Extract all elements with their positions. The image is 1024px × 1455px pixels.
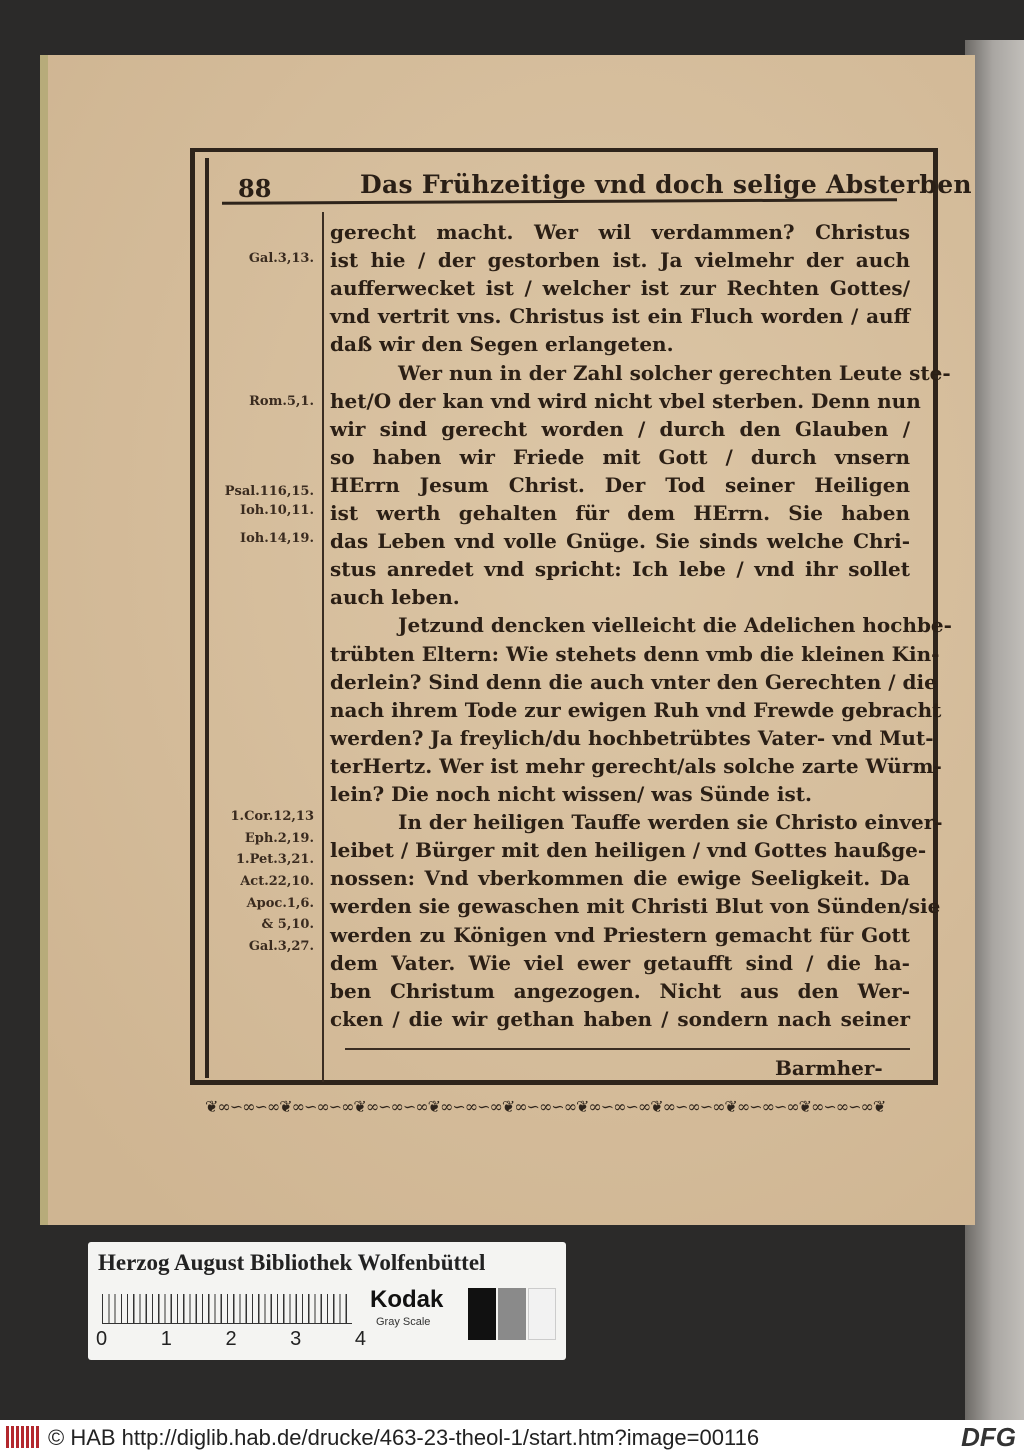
ruler-number: 4 xyxy=(354,1328,366,1350)
margin-note: Ioh.10,11. xyxy=(240,503,314,518)
margin-note: Gal.3,13. xyxy=(248,251,314,266)
text-line: werden? Ja freylich/du hochbetrübtes Vater- vnd Mut- xyxy=(330,725,934,750)
text-line: so haben wir Friede mit Gott / durch vnsern xyxy=(330,444,910,469)
text-line: cken / die wir gethan haben / sondern nach seiner xyxy=(330,1006,910,1031)
text-line: ist hie / der gestorben ist. Ja vielmehr der auch xyxy=(330,248,910,273)
running-head: Das Frühzeitige vnd doch selige Absterben xyxy=(360,170,972,199)
kodak-logo: Kodak xyxy=(370,1286,444,1313)
text-line: aufferwecket ist / welcher ist zur Rechten Gottes/ xyxy=(330,276,910,301)
hab-logo-icon xyxy=(6,1426,40,1448)
footer-bar xyxy=(0,1420,1024,1455)
margin-note: & 5,10. xyxy=(261,917,314,932)
gray-scale-label: Gray Scale xyxy=(376,1316,431,1328)
credit-link[interactable]: © HAB http://diglib.hab.de/drucke/463-23-theol-1/start.htm?image=00116 xyxy=(48,1424,760,1450)
catchword: Barmher- xyxy=(775,1056,883,1080)
text-line: ist werth gehalten für dem HErrn. Sie haben xyxy=(330,501,910,525)
footer-rule xyxy=(345,1048,910,1050)
ruler-numbers xyxy=(96,1328,366,1351)
color-calibration-card xyxy=(88,1242,566,1360)
text-line: gerecht macht. Wer wil verdammen? Christus xyxy=(330,220,910,244)
ruler-number: 0 xyxy=(96,1328,108,1350)
text-line: stus anredet vnd spricht: Ich lebe / vnd ihr sollet xyxy=(330,557,910,582)
margin-note: 1.Pet.3,21. xyxy=(236,852,314,867)
ruler-number: 1 xyxy=(160,1328,172,1350)
gray-patch-white xyxy=(528,1288,556,1340)
text-line: werden sie gewaschen mit Christi Blut von Sünden/sie xyxy=(330,894,941,919)
ruler-number: 3 xyxy=(290,1328,302,1350)
page-number: 88 xyxy=(238,174,272,203)
margin-note: Eph.2,19. xyxy=(244,831,314,846)
text-line: het/O der kan vnd wird nicht vbel sterben. Denn nun xyxy=(330,388,921,413)
margin-column-rule xyxy=(322,212,324,1082)
frame-inner-rule xyxy=(205,158,209,1078)
text-line: vnd vertrit vns. Christus ist ein Fluch worden / auff xyxy=(330,304,910,329)
margin-note: Act.22,10. xyxy=(240,874,314,889)
margin-note: Psal.116,15. xyxy=(224,484,314,499)
text-line: auch leben. xyxy=(330,585,460,610)
margin-note: Apoc.1,6. xyxy=(246,896,314,911)
library-name: Herzog August Bibliothek Wolfenbüttel xyxy=(98,1250,486,1275)
text-line: Jetzund dencken vielleicht die Adelichen hochbe- xyxy=(398,613,952,638)
ruler-number: 2 xyxy=(225,1328,237,1350)
margin-note: Ioh.14,19. xyxy=(240,531,314,546)
text-line: nossen: Vnd vberkommen die ewige Seeligkeit. Da xyxy=(330,866,910,891)
text-line: werden zu Königen vnd Priestern gemacht für Gott xyxy=(330,922,910,947)
text-line: HErrn Jesum Christ. Der Tod seiner Heiligen xyxy=(330,472,910,497)
text-line: In der heiligen Tauffe werden sie Christo einver- xyxy=(398,810,943,835)
text-line: nach ihrem Tode zur ewigen Ruh vnd Frewde gebracht xyxy=(330,697,942,722)
gray-patch-black xyxy=(468,1288,496,1340)
text-line: daß wir den Segen erlangeten. xyxy=(330,332,674,357)
text-line: dem Vater. Wie viel ewer getaufft sind / die ha- xyxy=(330,950,910,975)
text-line: Wer nun in der Zahl solcher gerechten Leute ste- xyxy=(398,360,951,385)
text-line: lein? Die noch nicht wissen/ was Sünde ist. xyxy=(330,782,812,806)
dfg-logo: DFG xyxy=(961,1422,1016,1452)
text-line: terHertz. Wer ist mehr gerecht/als solche zarte Würm- xyxy=(330,753,942,778)
text-line: derlein? Sind denn die auch vnter den Gerechten / die xyxy=(330,669,937,694)
text-line: leibet / Bürger mit den heiligen / vnd Gottes haußge- xyxy=(330,838,927,863)
ornament-border: ❦∞∽∞∽∞❦∞∽∞∽∞❦∞∽∞∽∞❦∞∽∞∽∞❦∞∽∞∽∞❦∞∽∞∽∞❦∞∽∞∽∞❦∞∽∞∽∞❦∞∽∞∽∞❦ xyxy=(205,1096,886,1116)
margin-note: Rom.5,1. xyxy=(249,394,314,409)
gray-patch-mid xyxy=(498,1288,526,1340)
ruler xyxy=(102,1294,352,1324)
text-line: trübten Eltern: Wie stehets denn vmb die kleinen Kin- xyxy=(330,641,940,666)
text-line: das Leben vnd volle Gnüge. Sie sinds welche Chri- xyxy=(330,529,910,554)
margin-note: 1.Cor.12,13 xyxy=(230,809,314,824)
text-line: wir sind gerecht worden / durch den Glauben / xyxy=(330,416,910,441)
text-line: ben Christum angezogen. Nicht aus den Wer- xyxy=(330,978,910,1003)
margin-note: Gal.3,27. xyxy=(248,939,314,954)
